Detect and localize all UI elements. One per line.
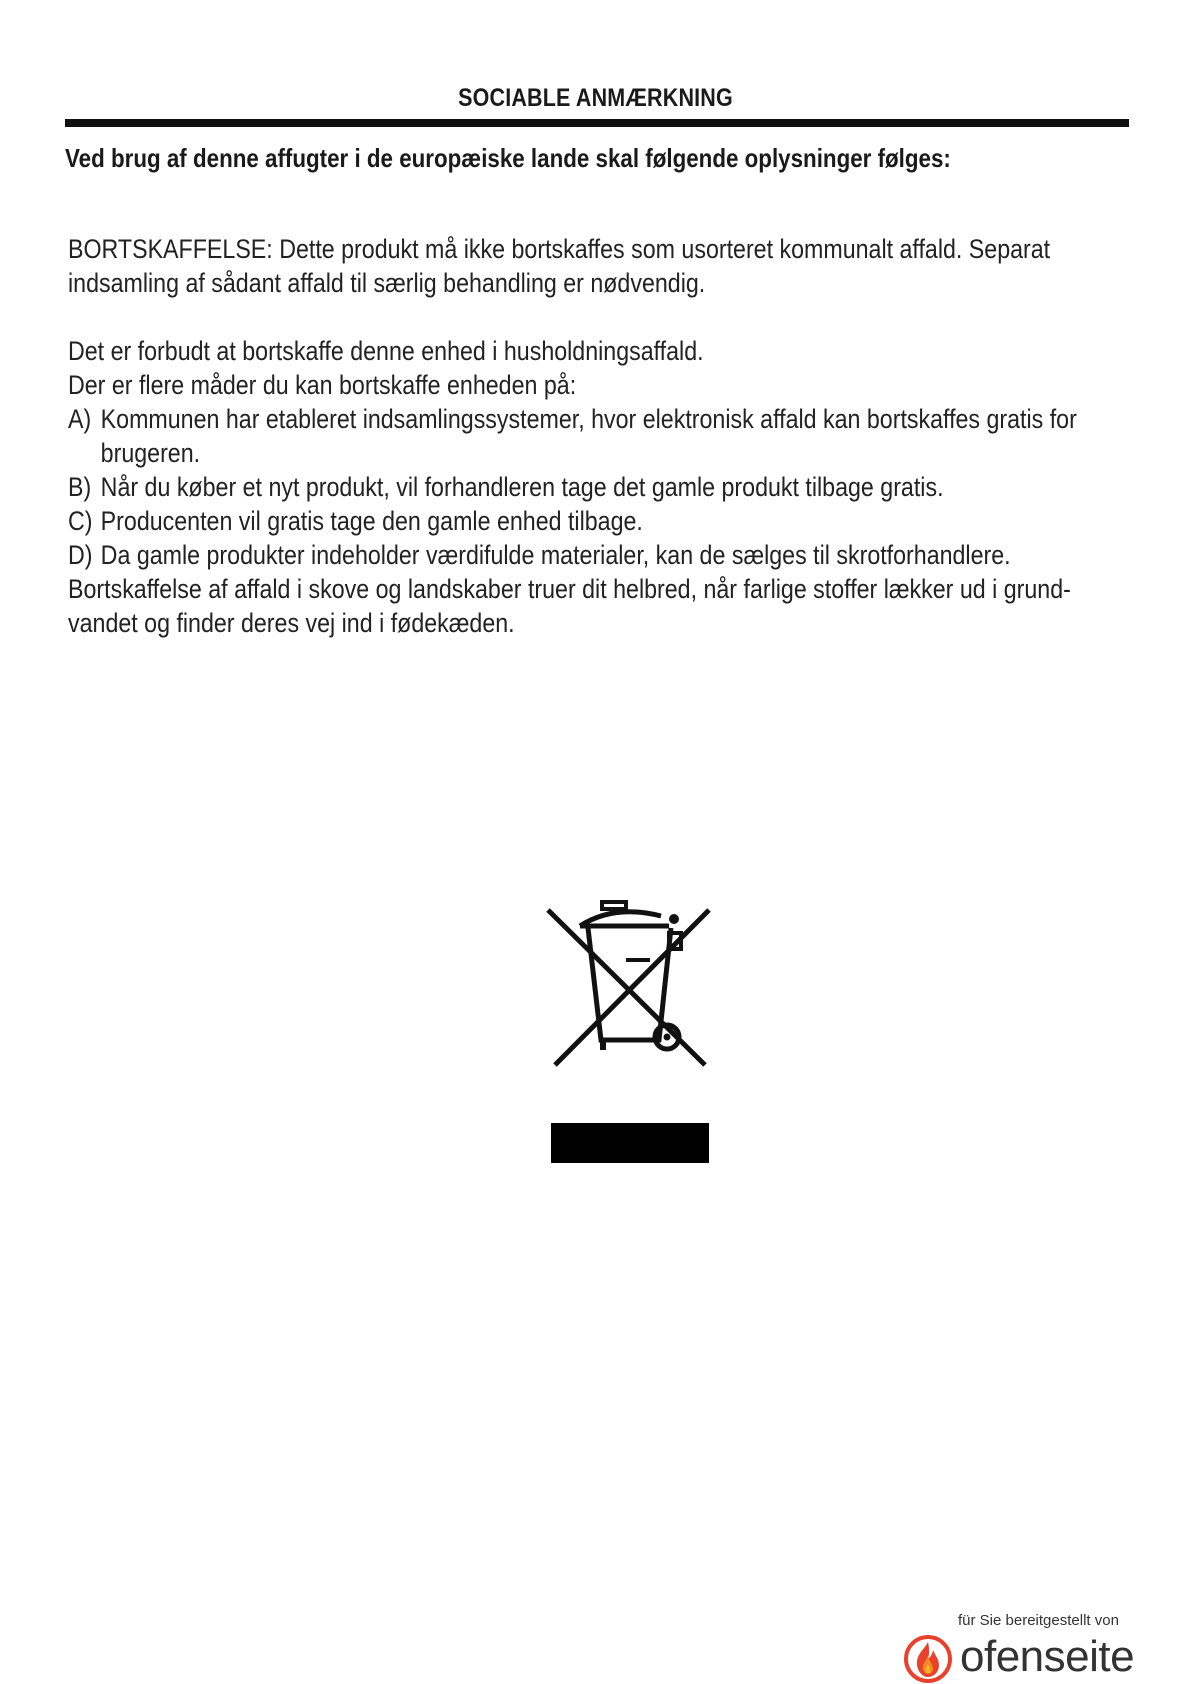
disposal-instructions xyxy=(68,232,1134,640)
page-title: SOCIABLE ANMÆRKNING xyxy=(458,84,733,112)
environment-warning: Bortskaffelse af affald i skove og landskaber truer dit helbred, når farlige stoffer lækker ud i grund-vandet og finder deres vej ind i fødekæden. xyxy=(68,574,1071,638)
list-item xyxy=(68,504,1134,538)
flame-logo-icon xyxy=(898,1634,958,1684)
weee-marking-bar xyxy=(551,1123,709,1163)
list-text: Kommunen har etableret indsamlingssystemer, hvor elektronisk affald kan bortskaffes gratis for brugeren. xyxy=(100,404,1077,468)
list-text: Når du køber et nyt produkt, vil forhandleren tage det gamle produkt tilbage gratis. xyxy=(100,472,944,502)
list-marker: D) xyxy=(68,540,93,570)
list-item xyxy=(68,402,1134,470)
paragraph-spacer xyxy=(68,300,1134,334)
list-marker: C) xyxy=(68,506,93,536)
title-divider xyxy=(65,119,1129,127)
disposal-ways-intro: Der er flere måder du kan bortskaffe enheden på: xyxy=(68,370,577,400)
crossed-out-wheelie-bin-icon xyxy=(533,882,723,1082)
intro-heading: Ved brug af denne affugter i de europæiske lande skal følgende oplysninger følges: xyxy=(65,143,951,173)
list-marker: B) xyxy=(68,472,92,502)
provided-by-caption: für Sie bereitgestellt von xyxy=(958,1612,1119,1629)
brand-name: ofenseite xyxy=(960,1632,1135,1681)
disposal-paragraph: BORTSKAFFELSE: Dette produkt må ikke bortskaffes som usorteret kommunalt affald. Separat indsamling af sådant affald til særlig behandling er nødvendig. xyxy=(68,234,1051,298)
list-text: Producenten vil gratis tage den gamle enhed tilbage. xyxy=(100,506,643,536)
list-text: Da gamle produkter indeholder værdifulde materialer, kan de sælges til skrotforhandlere. xyxy=(100,540,1011,570)
list-item xyxy=(68,538,1134,572)
forbidden-notice: Det er forbudt at bortskaffe denne enhed i husholdningsaffald. xyxy=(68,336,704,366)
list-item xyxy=(68,470,1134,504)
list-marker: A) xyxy=(68,404,92,434)
